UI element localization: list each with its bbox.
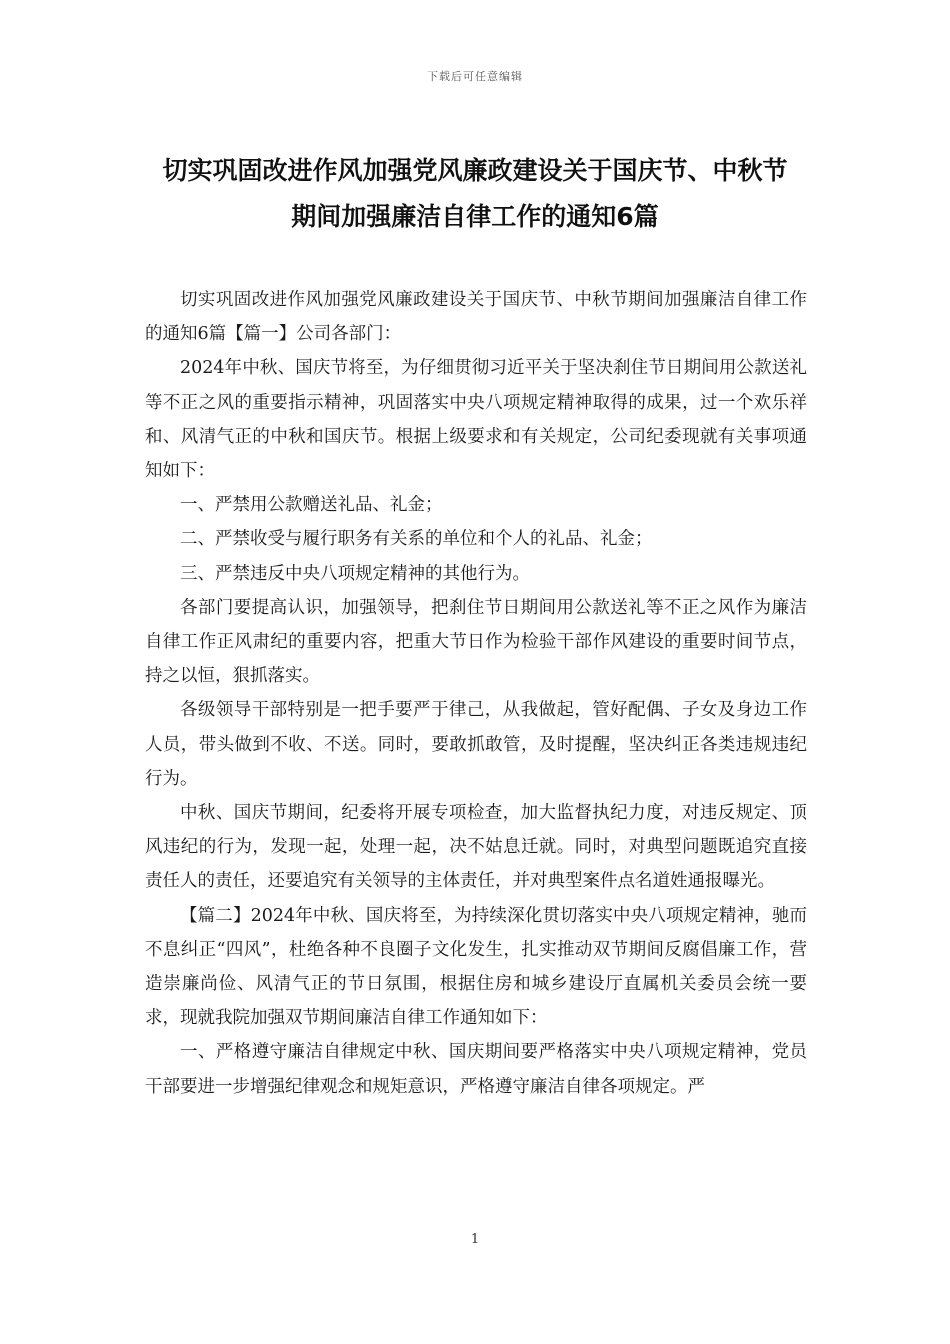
page-number: 1 <box>470 1232 480 1247</box>
title-line-2: 期间加强廉洁自律工作的通知6篇 <box>291 202 659 231</box>
paragraph: 2024年中秋、国庆节将至，为仔细贯彻习近平关于坚决刹住节日期间用公款送礼等不正之风的重要指示精神，巩固落实中央八项规定精神取得的成果，过一个欢乐祥和、风清气正的中秋和国庆节。根据上级要求和有关规定，公司纪委现就有关事项通知如下： <box>145 358 807 482</box>
paragraph: 一、严禁用公款赠送礼品、礼金； <box>180 495 443 516</box>
document-body <box>145 283 807 1104</box>
header-note: 下载后可任意编辑 <box>427 70 523 83</box>
paragraph: 各级领导干部特别是一把手要严于律己，从我做起，管好配偶、子女及身边工作人员，带头做到不收、不送。同时，要敢抓敢管，及时提醒，坚决纠正各类违规违纪行为。 <box>145 700 807 789</box>
paragraph: 切实巩固改进作风加强党风廉政建设关于国庆节、中秋节期间加强廉洁自律工作的通知6篇【篇一】公司各部门： <box>145 290 807 345</box>
paragraph: 三、严禁违反中央八项规定精神的其他行为。 <box>180 563 530 584</box>
document-title <box>100 148 850 240</box>
paragraph: 二、严禁收受与履行职务有关系的单位和个人的礼品、礼金； <box>180 529 653 550</box>
paragraph: 中秋、国庆节期间，纪委将开展专项检查，加大监督执纪力度，对违反规定、顶风违纪的行为，发现一起，处理一起，决不姑息迁就。同时，对典型问题既追究直接责任人的责任，还要追究有关领导的主体责任，并对典型案件点名道姓通报曝光。 <box>145 803 807 892</box>
paragraph: 【篇二】2024年中秋、国庆将至，为持续深化贯切落实中央八项规定精神，驰而不息纠正“四风”，杜绝各种不良圈子文化发生，扎实推动双节期间反腐倡廉工作，营造崇廉尚俭、风清气正的节日氛围，根据住房和城乡建设厅直属机关委员会统一要求，现就我院加强双节期间廉洁自律工作通知如下： <box>145 905 807 1029</box>
title-line-1: 切实巩固改进作风加强党风廉政建设关于国庆节、中秋节 <box>162 156 788 185</box>
paragraph: 一、严格遵守廉洁自律规定中秋、国庆期间要严格落实中央八项规定精神，党员干部要进一步增强纪律观念和规矩意识，严格遵守廉洁自律各项规定。严 <box>145 1042 807 1097</box>
paragraph: 各部门要提高认识，加强领导，把刹住节日期间用公款送礼等不正之风作为廉洁自律工作正风肃纪的重要内容，把重大节日作为检验干部作风建设的重要时间节点，持之以恒，狠抓落实。 <box>145 597 807 687</box>
